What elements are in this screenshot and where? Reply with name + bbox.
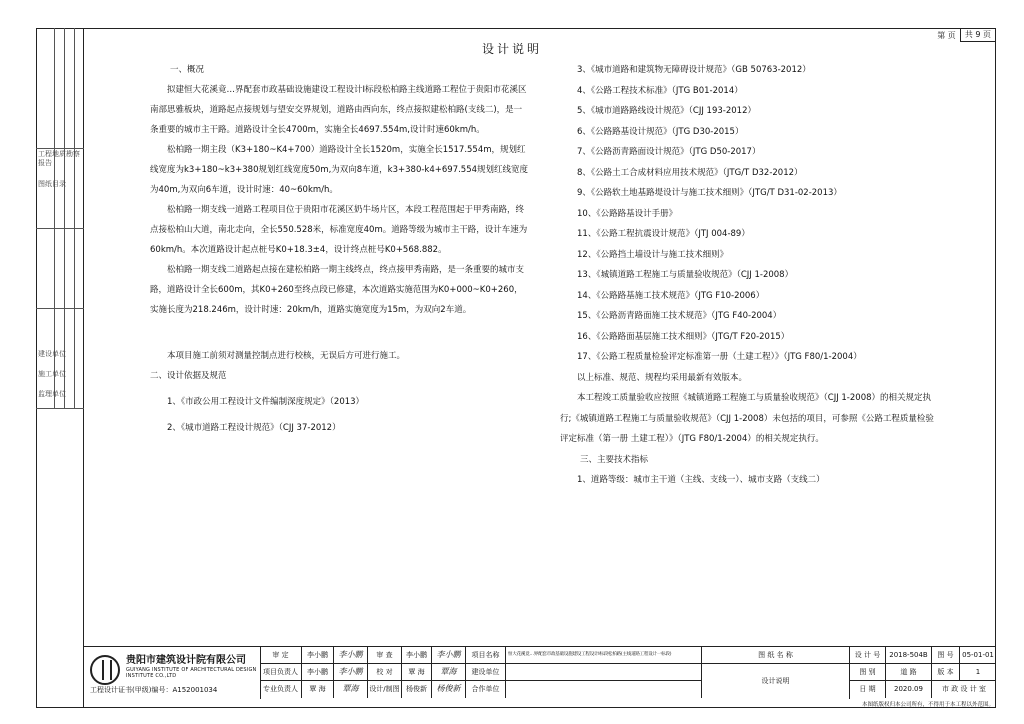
name-checker: 覃 海 <box>402 664 432 681</box>
company-name-en: GUIYANG INSTITUTE OF ARCHITECTURAL DESIGN INSTITUTE CO.,LTD <box>126 667 257 679</box>
name-approver: 李小鹏 <box>302 647 334 664</box>
page-current: 第 页 <box>937 30 956 40</box>
right-column <box>560 60 940 491</box>
company-logo-icon <box>90 655 120 685</box>
version-label: 版 本 <box>932 664 960 681</box>
drawing-name-label: 图 纸 名 称 <box>702 647 850 664</box>
name-designer: 杨俊新 <box>402 681 432 698</box>
name-project-lead: 李小鹏 <box>302 664 334 681</box>
department-value: 市 政 设 计 室 <box>942 685 986 693</box>
company-name: 贵阳市建筑设计院有限公司 <box>126 655 246 666</box>
signature-reviewer: 李小鹏 <box>432 647 466 664</box>
reference-item: 3、《城市道路和建筑物无障碍设计规范》（GB 50763-2012） <box>577 65 811 75</box>
section-heading-overview: 一、概况 <box>170 65 205 75</box>
role-checker: 校 对 <box>368 664 402 681</box>
left-column <box>150 60 530 438</box>
page-total: 共 9 页 <box>960 28 996 42</box>
design-no-label: 设 计 号 <box>850 647 886 664</box>
role-reviewer: 审 查 <box>368 647 402 664</box>
signature-designer: 杨俊新 <box>432 681 466 698</box>
reference-item: 16、《公路路面基层施工技术细则》（JTG/T F20-2015） <box>577 331 790 342</box>
category-value: 道 路 <box>886 664 932 681</box>
reference-item: 13、《城镇道路工程施工与质量验收规范》（CJJ 1-2008） <box>577 270 794 280</box>
company-block <box>84 647 261 699</box>
binding-label-survey: 工程地质勘察报告 <box>38 150 80 167</box>
binding-label-owner: 建设单位 <box>38 350 66 358</box>
figure-no-value: 05-01-01 <box>960 647 996 664</box>
partner-value <box>506 681 702 698</box>
label-owner: 建设单位 <box>466 664 506 681</box>
binding-label-builder: 施工单位 <box>38 370 66 378</box>
section-heading-indicators: 三、主要技术指标 <box>580 454 649 465</box>
company-certificate: 工程设计证书(甲级)编号：A152001034 <box>90 686 218 694</box>
page-title: 设计说明 <box>481 42 542 56</box>
name-reviewer: 李小鹏 <box>402 647 432 664</box>
title-block <box>84 646 996 698</box>
signature-checker: 覃海 <box>432 664 466 681</box>
copyright-footnote: 本图纸版权归本公司所有，不得用于本工程以外范围。 <box>861 702 994 708</box>
reference-item: 8、《公路土工合成材料应用技术规范》（JTG/T D32-2012） <box>577 167 803 178</box>
reference-item: 10、《公路路基设计手册》 <box>577 208 678 219</box>
reference-item: 9、《公路软土地基路堤设计与施工技术细则》（JTG/T D31-02-2013） <box>577 188 842 198</box>
paragraph-quality-acceptance: 本工程竣工质量验收应按照《城镇道路工程施工与质量验收规范》（CJJ 1-2008）的相关规定执行;《城镇道路工程施工与质量验收规范》（CJJ 1-2008）未包括的项目，可参照《公路工程质量检验评定标准（第一册 土建工程）》（JTG F80/1-2004）的相关规定执行。 <box>560 393 934 444</box>
binding-label-index: 图纸目录 <box>38 180 66 188</box>
owner-value <box>506 664 702 681</box>
reference-item: 17、《公路工程质量检验评定标准第一册（土建工程）》（JTG F80/1-2004） <box>577 352 862 362</box>
name-discipline-lead: 覃 海 <box>302 681 334 698</box>
role-discipline-lead: 专业负责人 <box>260 681 302 698</box>
reference-item: 5、《城市道路路线设计规范》（CJJ 193-2012） <box>577 106 756 116</box>
role-approver: 审 定 <box>260 647 302 664</box>
reference-item: 4、《公路工程技术标准》（JTG B01-2014） <box>577 85 743 96</box>
label-project-name: 项目名称 <box>466 647 506 664</box>
category-label: 图 别 <box>850 664 886 681</box>
paragraph-branch-one: 松柏路一期支线一道路工程项目位于贵阳市花溪区奶牛场片区，本段工程范围起于甲秀南路，终点接松柏山大道，南北走向，全长550.528米，标准宽度40m。道路等级为城市主干路，设计车速为60km/h。本次道路设计起点桩号K0+18.3±4，设计终点桩号K0+568.882。 <box>150 205 528 255</box>
signature-discipline-lead: 覃海 <box>334 681 368 698</box>
role-project-lead: 项目负责人 <box>260 664 302 681</box>
reference-item: 11、《公路工程抗震设计规范》（JTJ 004-89） <box>577 229 750 239</box>
paragraph-phase-one: 松柏路一期主段（K3+180~K4+700）道路设计全长1520m，实施全长1517.554m，规划红线宽度为k3+180~k3+380规划红线宽度50m,为双向8车道，k3+380-k4+697.554规划红线宽度为40m,为双向6车道，设计时速：40~60km/h。 <box>150 145 529 195</box>
binding-margin <box>36 28 84 708</box>
label-partner: 合作单位 <box>466 681 506 698</box>
version-value: 1 <box>960 664 996 681</box>
section-heading-basis: 二、设计依据及规范 <box>150 371 227 381</box>
reference-item: 15、《公路沥青路面施工技术规范》（JTG F40-2004） <box>577 311 782 321</box>
reference-item: 2、《城市道路工程设计规范》（CJJ 37-2012） <box>167 423 341 433</box>
reference-item: 6、《公路路基设计规范》（JTG D30-2015） <box>577 126 744 137</box>
role-designer: 设计/制图 <box>368 681 402 698</box>
figure-no-label: 图 号 <box>932 647 960 664</box>
reference-item: 12、《公路挡土墙设计与施工技术细则》 <box>577 249 729 260</box>
binding-label-supervisor: 监理单位 <box>38 390 66 398</box>
signature-project-lead: 李小鹏 <box>334 664 368 681</box>
paragraph-survey-note: 本项目施工前须对测量控制点进行校核，无误后方可进行施工。 <box>167 351 406 361</box>
date-label: 日 期 <box>850 681 886 698</box>
drawing-name-value: 设计说明 <box>702 664 850 699</box>
paragraph-road-grade: 1、道路等级：城市主干道（主线、支线一）、城市支路（支线二） <box>577 475 825 485</box>
paragraph-latest-versions: 以上标准、规范、规程均采用最新有效版本。 <box>577 372 748 383</box>
reference-item: 1、《市政公用工程设计文件编制深度规定》（2013） <box>167 397 365 407</box>
reference-item: 14、《公路路基施工技术规范》（JTG F10-2006） <box>577 290 765 301</box>
project-name-value: 恒大花溪竟…界配套市政基础设施建设工程设计Ⅰ标段松柏路(主线道路工程设计一标段) <box>506 647 702 664</box>
paragraph-main-line: 拟建恒大花溪竟…界配套市政基础设施建设工程设计Ⅰ标段松柏路主线道路工程位于贵阳市花溪区南部思雅板块，道路起点接规划与望安交界规划，道路由西向东，终点接拟建松柏路(支线二)，是一条重要的城市主干路。道路设计全长4700m，实施全长4697.554m,设计时速60km/h。 <box>150 85 527 135</box>
reference-item: 7、《公路沥青路面设计规范》（JTG D50-2017） <box>577 147 761 157</box>
paragraph-branch-two: 松柏路一期支线二道路起点接在建松柏路一期主线终点，终点接甲秀南路，是一条重要的城市支路，道路设计全长600m，其K0+260至终点段已修建，本次道路实施范围为K0+000~K0+260，实施长度为218.246m，设计时速：20km/h，道路实施宽度为15m，为双向2车道。 <box>150 265 525 315</box>
signature-approver: 李小鹏 <box>334 647 368 664</box>
design-no-value: 2018-504B <box>886 647 932 664</box>
date-value: 2020.09 <box>886 681 932 698</box>
